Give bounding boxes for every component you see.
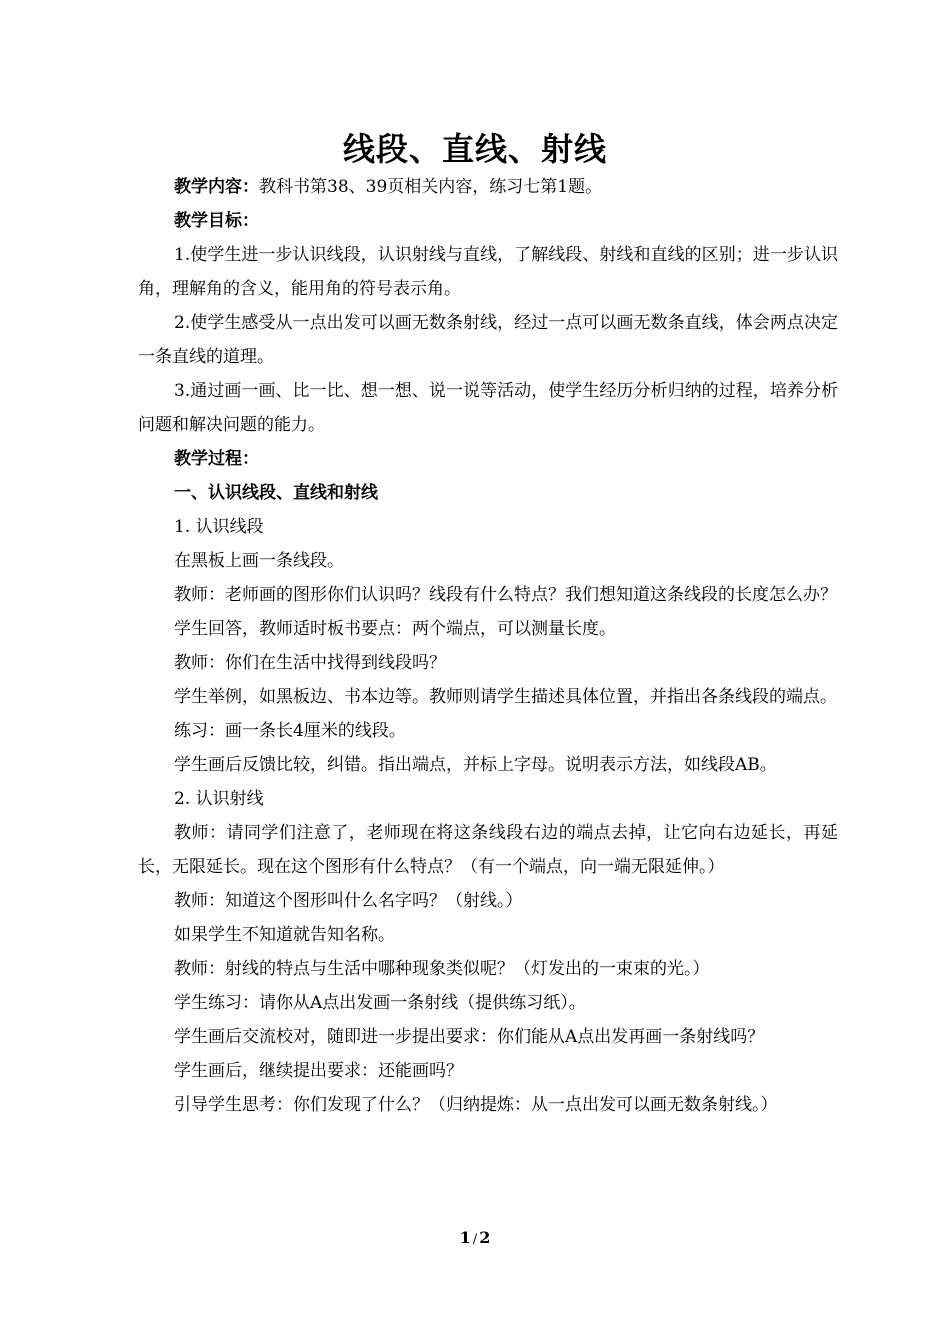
paragraph: 教师：你们在生活中找得到线段吗？: [174, 653, 446, 673]
page-separator: /: [472, 1232, 478, 1247]
paragraph: 如果学生不知道就告知名称。: [174, 925, 395, 945]
paragraph: 学生练习：请你从A点出发画一条射线（提供练习纸）。: [174, 993, 586, 1013]
content-paragraph: [138, 170, 838, 204]
paragraph: 练习：画一条长4厘米的线段。: [174, 721, 406, 741]
page-number: [0, 1226, 950, 1252]
paragraph: 学生画后反馈比较，纠错。指出端点，并标上字母。说明表示方法，如线段AB。: [174, 755, 777, 775]
sub-1-heading: 1. 认识线段: [174, 517, 264, 537]
paragraph: 学生举例，如黑板边、书本边等。教师则请学生描述具体位置，并指出各条线段的端点。: [174, 687, 837, 707]
paragraph: 学生画后，继续提出要求：还能画吗？: [174, 1061, 463, 1081]
total-pages: 2: [479, 1228, 491, 1247]
paragraph: 引导学生思考：你们发现了什么？（归纳提炼：从一点出发可以画无数条射线。）: [174, 1095, 778, 1115]
paragraph: 学生画后交流校对，随即进一步提出要求：你们能从A点出发再画一条射线吗？: [174, 1027, 765, 1047]
paragraph: 教师：老师画的图形你们认识吗？线段有什么特点？我们想知道这条线段的长度怎么办？: [174, 585, 837, 605]
goal-2: 2.使学生感受从一点出发可以画无数条射线，经过一点可以画无数条直线，体会两点决定一条直线的道理。: [138, 313, 838, 367]
goal-3: 3.通过画一画、比一比、想一想、说一说等活动，使学生经历分析归纳的过程，培养分析问题和解决问题的能力。: [138, 381, 838, 435]
paragraph: 教师：请同学们注意了，老师现在将这条线段右边的端点去掉，让它向右边延长，再延长，无限延长。现在这个图形有什么特点？（有一个端点，向一端无限延伸。）: [138, 823, 838, 877]
paragraph: 在黑板上画一条线段。: [174, 551, 344, 571]
paragraph: 教师：知道这个图形叫什么名字吗？（射线。）: [174, 891, 523, 911]
sub-2-heading: 2. 认识射线: [174, 789, 264, 809]
section-1-heading: 一、认识线段、直线和射线: [174, 483, 378, 503]
process-heading: 教学过程：: [174, 449, 259, 469]
goal-1: 1.使学生进一步认识线段，认识射线与直线，了解线段、射线和直线的区别；进一步认识角，理解角的含义，能用角的符号表示角。: [138, 245, 838, 299]
document-title: 线段、直线、射线: [342, 130, 607, 168]
content-label: 教学内容：: [174, 177, 259, 197]
paragraph: 教师：射线的特点与生活中哪种现象类似呢？（灯发出的一束束的光。）: [174, 959, 710, 979]
current-page: 1: [459, 1228, 471, 1247]
document-body: [138, 170, 838, 1122]
goals-heading: 教学目标：: [174, 211, 259, 231]
content-text: 教科书第38、39页相关内容，练习七第1题。: [259, 177, 603, 197]
paragraph: 学生回答，教师适时板书要点：两个端点，可以测量长度。: [174, 619, 616, 639]
